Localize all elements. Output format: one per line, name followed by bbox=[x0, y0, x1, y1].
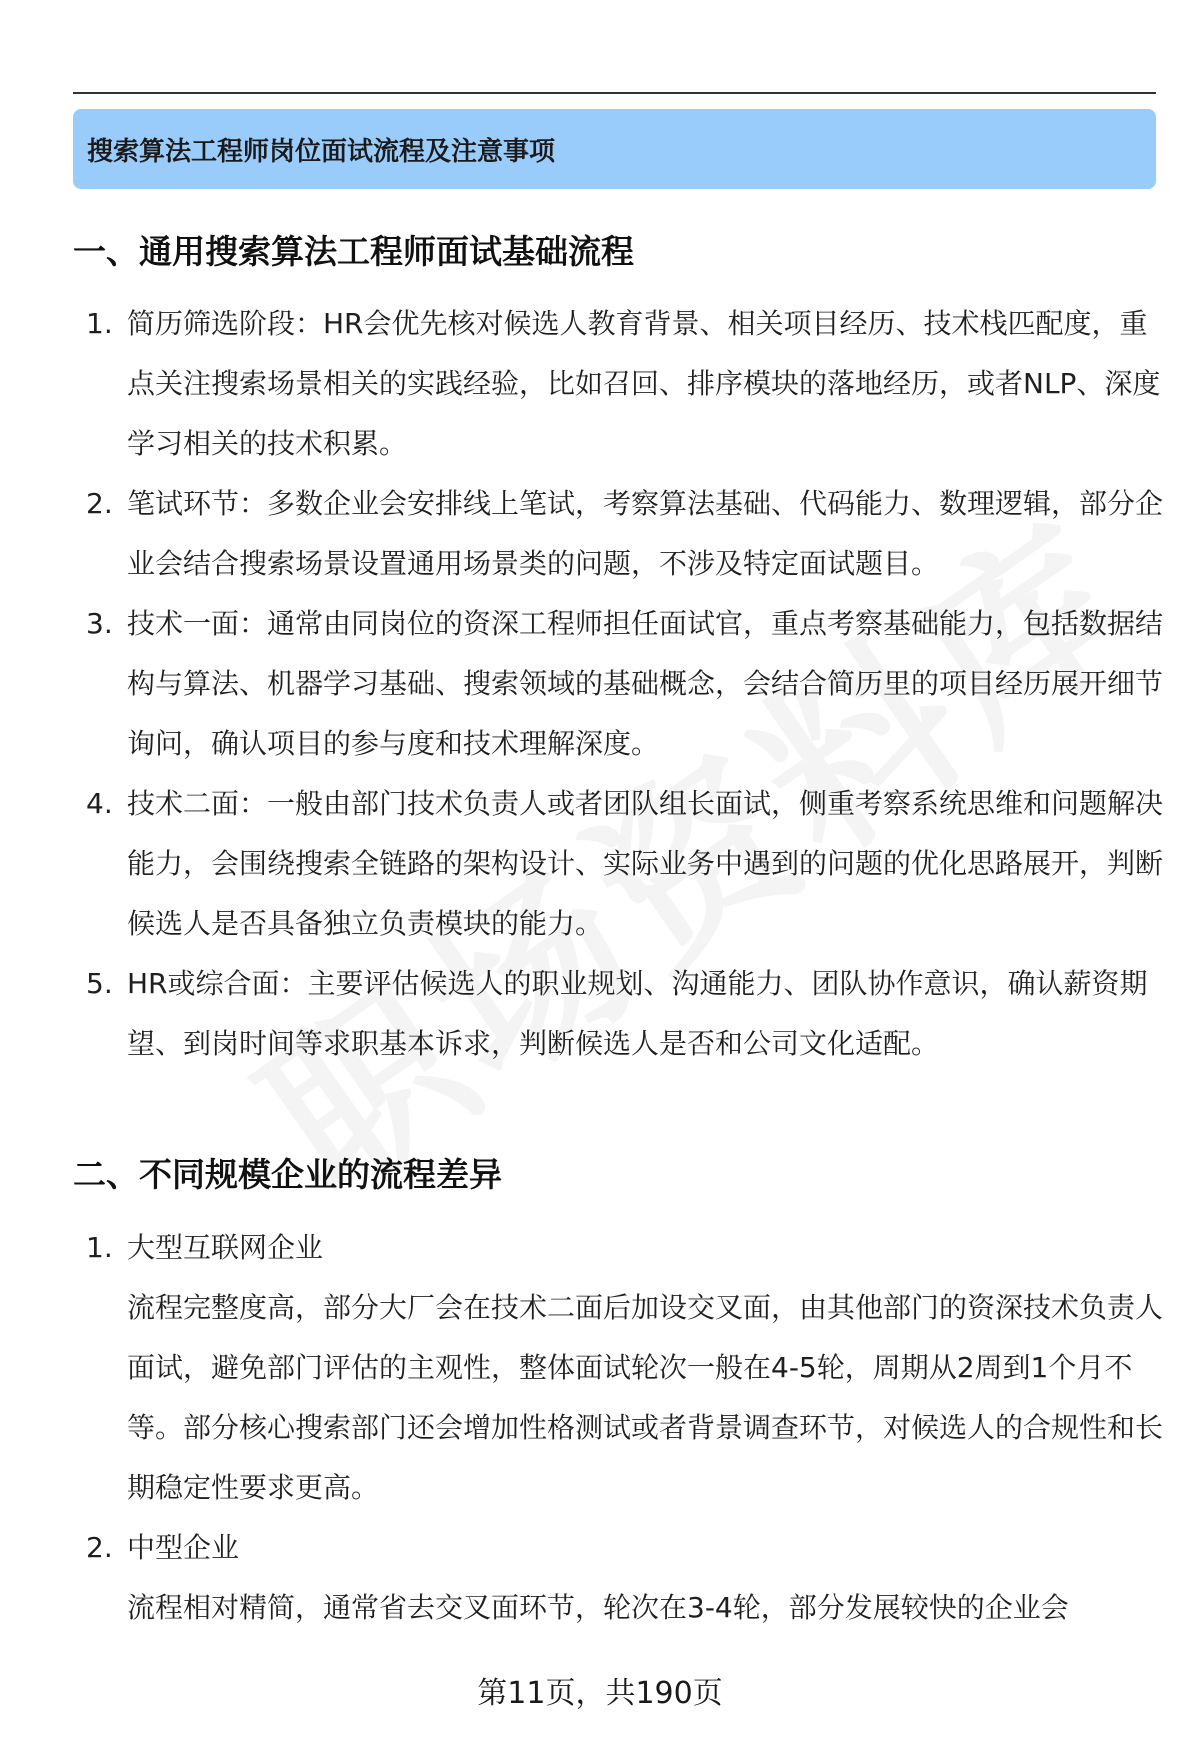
list-item-text: 技术一面：通常由同岗位的资深工程师担任面试官，重点考察基础能力，包括数据结构与算法、机器学习基础、搜索领域的基础概念，会结合简历里的项目经历展开细节询问，确认项目的参与度和技术理解深度。 bbox=[127, 607, 1164, 760]
list-item-body bbox=[127, 1518, 1163, 1638]
section-2-list bbox=[73, 1218, 1163, 1638]
banner-title: 搜索算法工程师岗位面试流程及注意事项 bbox=[87, 136, 556, 167]
list-item-text: 技术二面：一般由部门技术负责人或者团队组长面试，侧重考察系统思维和问题解决能力，会围绕搜索全链路的架构设计、实际业务中遇到的问题的优化思路展开，判断候选人是否具备独立负责模块的能力。 bbox=[127, 787, 1164, 940]
list-item-title: 中型企业 bbox=[127, 1531, 240, 1564]
list-item-number: 2. bbox=[86, 487, 113, 520]
list-item-text: 流程完整度高，部分大厂会在技术二面后加设交叉面，由其他部门的资深技术负责人面试，避免部门评估的主观性，整体面试轮次一般在4-5轮，周期从2周到1个月不等。部分核心搜索部门还会增加性格测试或者背景调查环节，对候选人的合规性和长期稳定性要求更高。 bbox=[127, 1291, 1164, 1504]
list-item bbox=[73, 594, 1163, 774]
list-item bbox=[73, 774, 1163, 954]
list-item-number: 4. bbox=[86, 787, 113, 820]
list-item-number: 3. bbox=[86, 607, 113, 640]
section-heading-2: 二、不同规模企业的流程差异 bbox=[73, 1155, 502, 1194]
list-item-body bbox=[127, 1218, 1163, 1518]
list-item bbox=[73, 1518, 1163, 1638]
list-item-text: 流程相对精简，通常省去交叉面环节，轮次在3-4轮，部分发展较快的企业会 bbox=[127, 1591, 1069, 1624]
list-item-text: 笔试环节：多数企业会安排线上笔试，考察算法基础、代码能力、数理逻辑，部分企业会结合搜索场景设置通用场景类的问题，不涉及特定面试题目。 bbox=[127, 487, 1164, 580]
list-item-number: 1. bbox=[86, 307, 113, 340]
title-banner bbox=[73, 109, 1156, 189]
list-item-number: 2. bbox=[86, 1531, 113, 1564]
list-item bbox=[73, 1218, 1163, 1518]
section-heading-1: 一、通用搜索算法工程师面试基础流程 bbox=[73, 232, 634, 271]
list-item-text: 简历筛选阶段：HR会优先核对候选人教育背景、相关项目经历、技术栈匹配度，重点关注搜索场景相关的实践经验，比如召回、排序模块的落地经历，或者NLP、深度学习相关的技术积累。 bbox=[127, 307, 1161, 460]
list-item bbox=[73, 954, 1163, 1074]
page-number: 第11页，共190页 bbox=[477, 1676, 723, 1711]
list-item-number: 5. bbox=[86, 967, 113, 1000]
section-1-list bbox=[73, 294, 1163, 1074]
list-item-title: 大型互联网企业 bbox=[127, 1231, 324, 1264]
list-item bbox=[73, 474, 1163, 594]
top-rule bbox=[73, 92, 1156, 94]
list-item bbox=[73, 294, 1163, 474]
list-item-number: 1. bbox=[86, 1231, 113, 1264]
list-item-text: HR或综合面：主要评估候选人的职业规划、沟通能力、团队协作意识，确认薪资期望、到岗时间等求职基本诉求，判断候选人是否和公司文化适配。 bbox=[127, 967, 1148, 1060]
